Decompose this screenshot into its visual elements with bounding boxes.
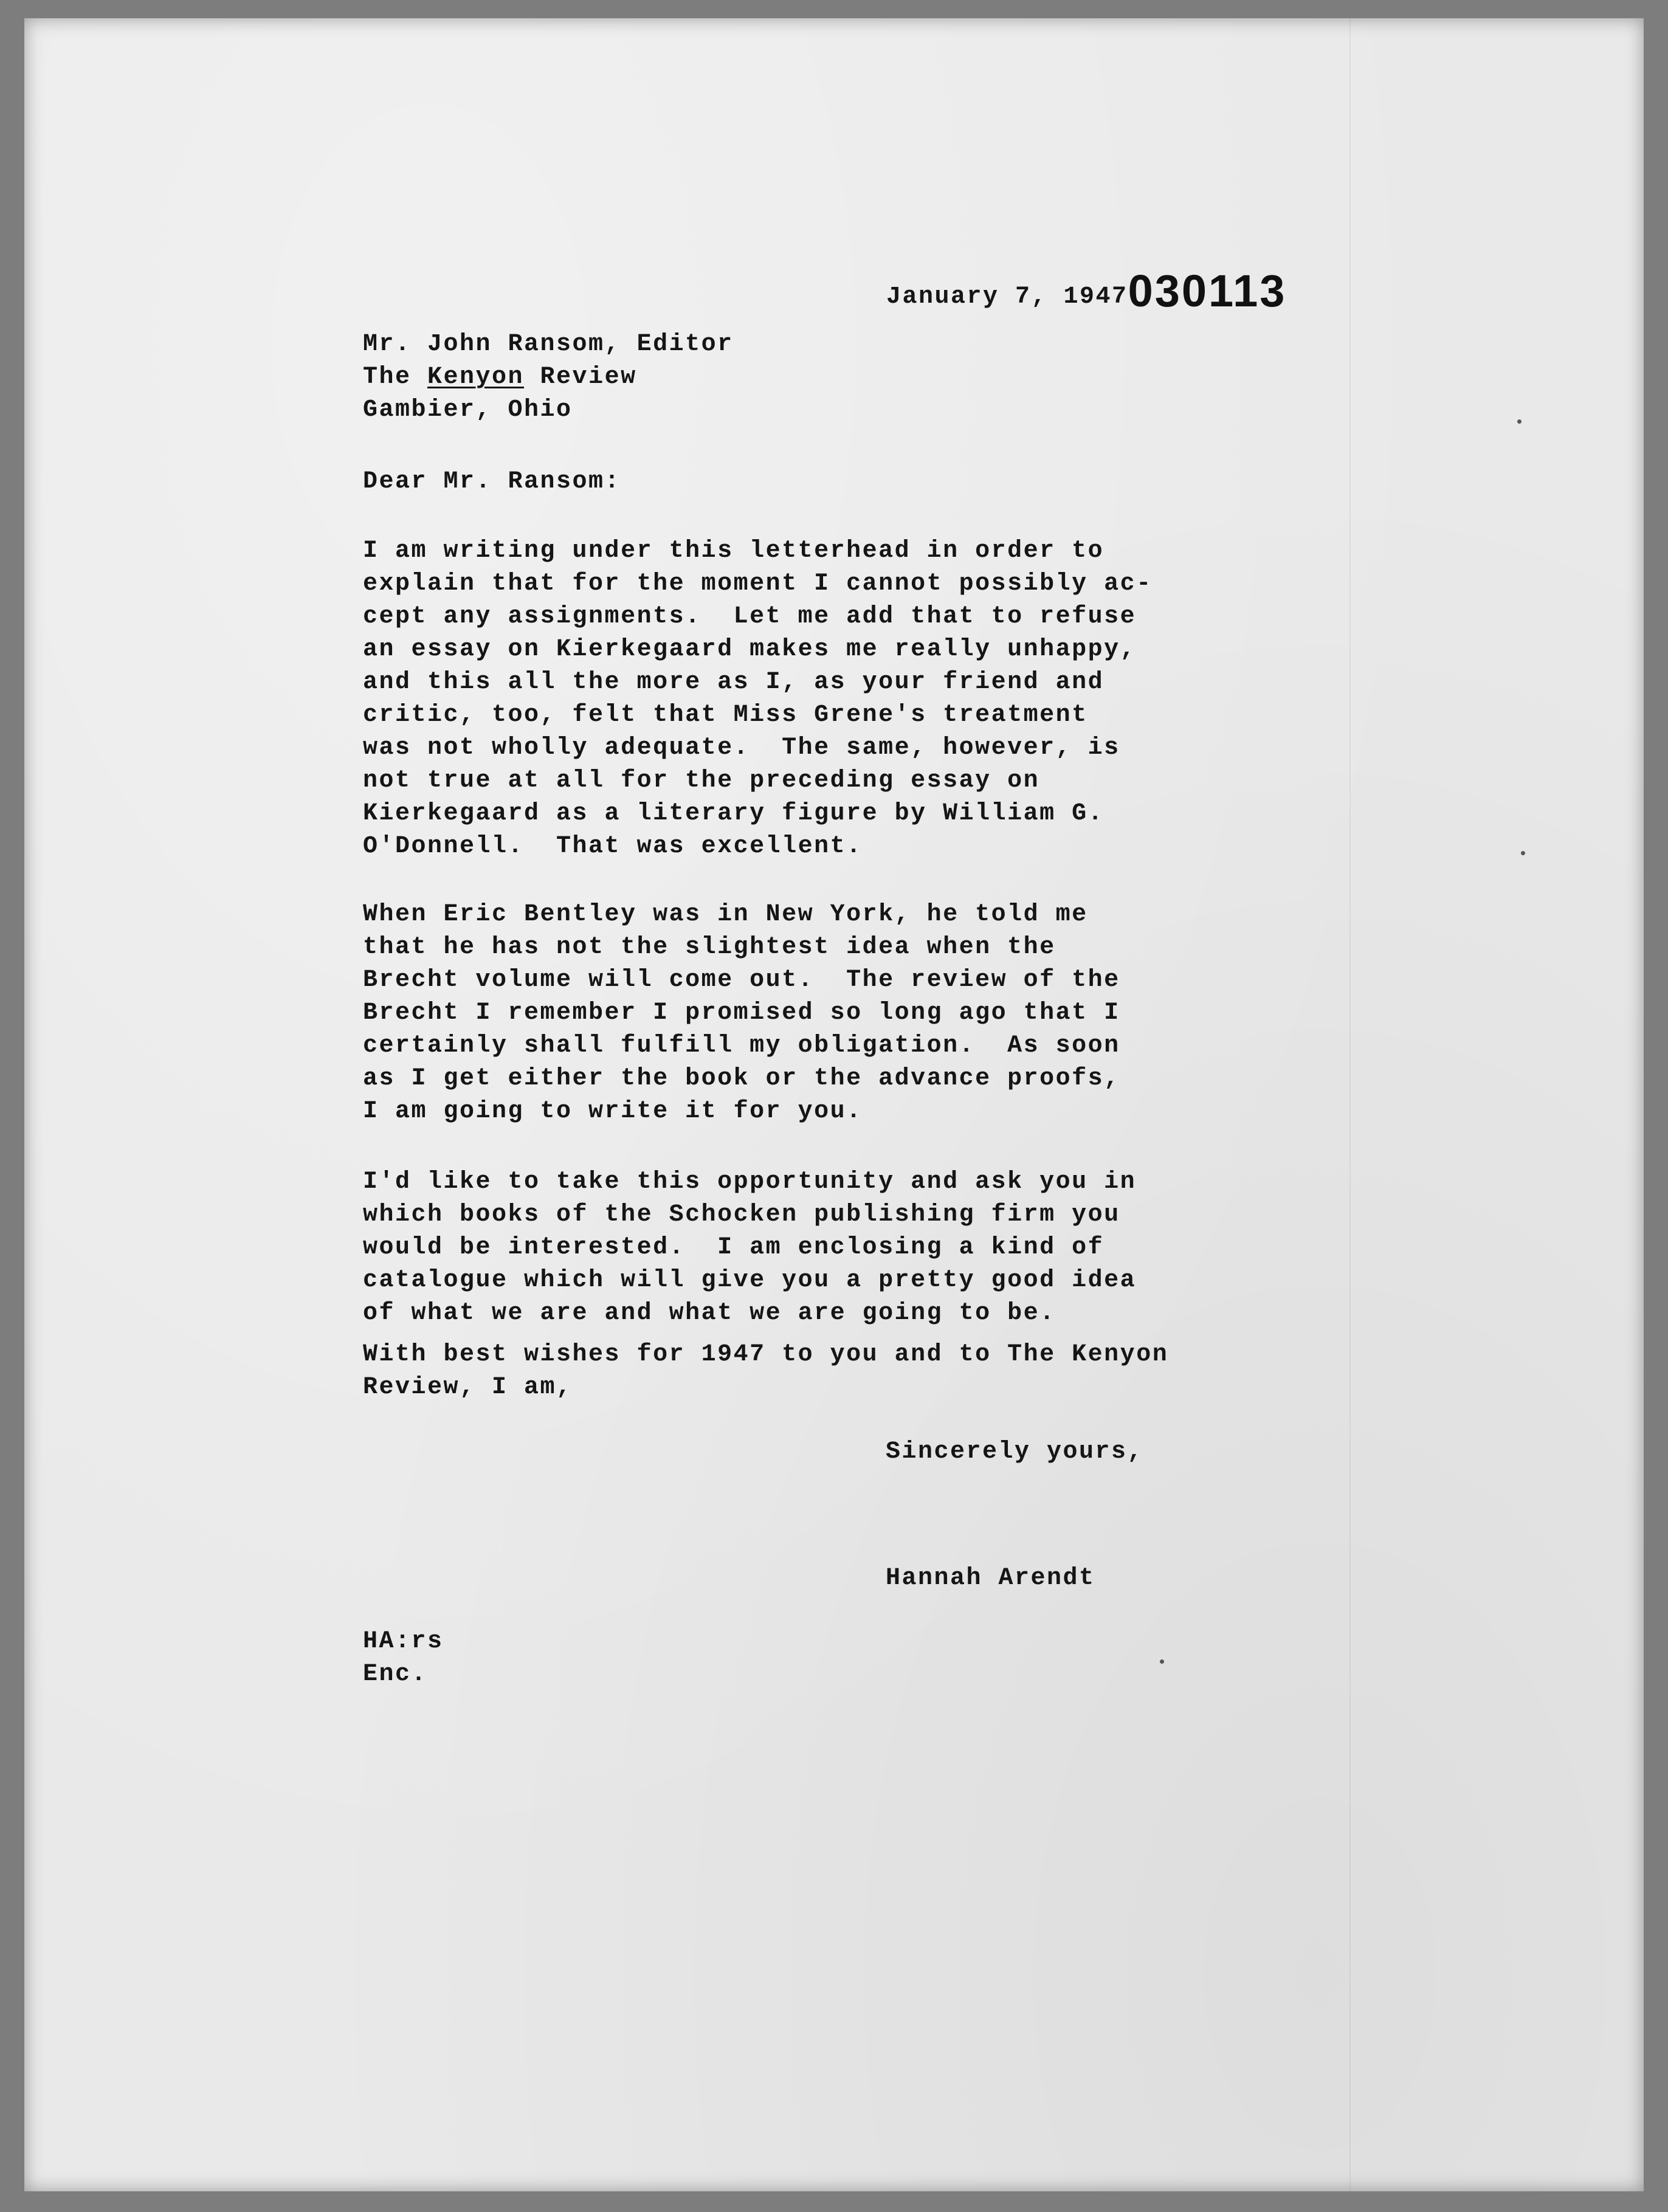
paragraph-2-line: Brecht volume will come out. The review of the (363, 966, 1120, 994)
paragraph-1-line: cept any assignments. Let me add that to refuse (363, 603, 1137, 630)
paragraph-1-line: Kierkegaard as a literary figure by William G. (363, 800, 1105, 827)
recipient-publication-underlined: Kenyon (427, 363, 525, 391)
paragraph-1-line: critic, too, felt that Miss Grene's treatment (363, 701, 1088, 729)
paragraph-1-line: I am writing under this letterhead in order to (363, 537, 1105, 565)
paragraph-3-line: would be interested. I am enclosing a kind of (363, 1234, 1105, 1261)
recipient-address: Gambier, Ohio (363, 396, 573, 424)
paragraph-1-line: was not wholly adequate. The same, however, is (363, 734, 1120, 762)
paragraph-1-line: explain that for the moment I cannot possibly ac- (363, 570, 1153, 598)
paper-speck (1521, 851, 1525, 855)
letter-page (24, 18, 1644, 2191)
paragraph-1-line: O'Donnell. That was excellent. (363, 833, 863, 860)
document-number: 030113 (1128, 266, 1287, 316)
paper-speck (1517, 419, 1522, 424)
paragraph-3-line: which books of the Schocken publishing firm you (363, 1201, 1120, 1228)
paragraph-2-line: When Eric Bentley was in New York, he told me (363, 901, 1088, 928)
closing: Sincerely yours, (886, 1438, 1144, 1466)
paragraph-2-line: certainly shall fulfill my obligation. As soon (363, 1032, 1120, 1059)
paragraph-4-line: With best wishes for 1947 to you and to The Kenyon (363, 1341, 1169, 1368)
paragraph-3-line: of what we are and what we are going to be. (363, 1300, 1056, 1327)
signature-name: Hannah Arendt (886, 1565, 1095, 1592)
paragraph-2-line: that he has not the slightest idea when the (363, 934, 1056, 961)
paper-speck (1160, 1659, 1164, 1664)
paragraph-2-line: I am going to write it for you. (363, 1098, 863, 1125)
paragraph-3-line: I'd like to take this opportunity and ask you in (363, 1168, 1137, 1196)
salutation: Dear Mr. Ransom: (363, 468, 621, 495)
recipient-publication-prefix: The (363, 363, 428, 391)
paragraph-1-line: and this all the more as I, as your friend and (363, 669, 1105, 696)
paragraph-2-line: Brecht I remember I promised so long ago that I (363, 999, 1120, 1027)
letter-date: January 7, 1947 (886, 283, 1128, 311)
paragraph-1-line: an essay on Kierkegaard makes me really unhappy, (363, 636, 1137, 663)
paragraph-4-line: Review, I am, (363, 1374, 573, 1401)
paragraph-1-line: not true at all for the preceding essay on (363, 767, 1040, 794)
recipient-publication-suffix: Review (524, 363, 637, 391)
paper-crease (1349, 18, 1351, 2191)
typist-initials: HA:rs (363, 1628, 444, 1655)
enclosure-note: Enc. (363, 1661, 428, 1688)
recipient-name: Mr. John Ransom, Editor (363, 331, 734, 358)
paragraph-3-line: catalogue which will give you a pretty good idea (363, 1267, 1137, 1294)
recipient-publication (363, 361, 637, 394)
paragraph-2-line: as I get either the book or the advance proofs, (363, 1065, 1120, 1092)
letter-date-line (886, 261, 1287, 316)
